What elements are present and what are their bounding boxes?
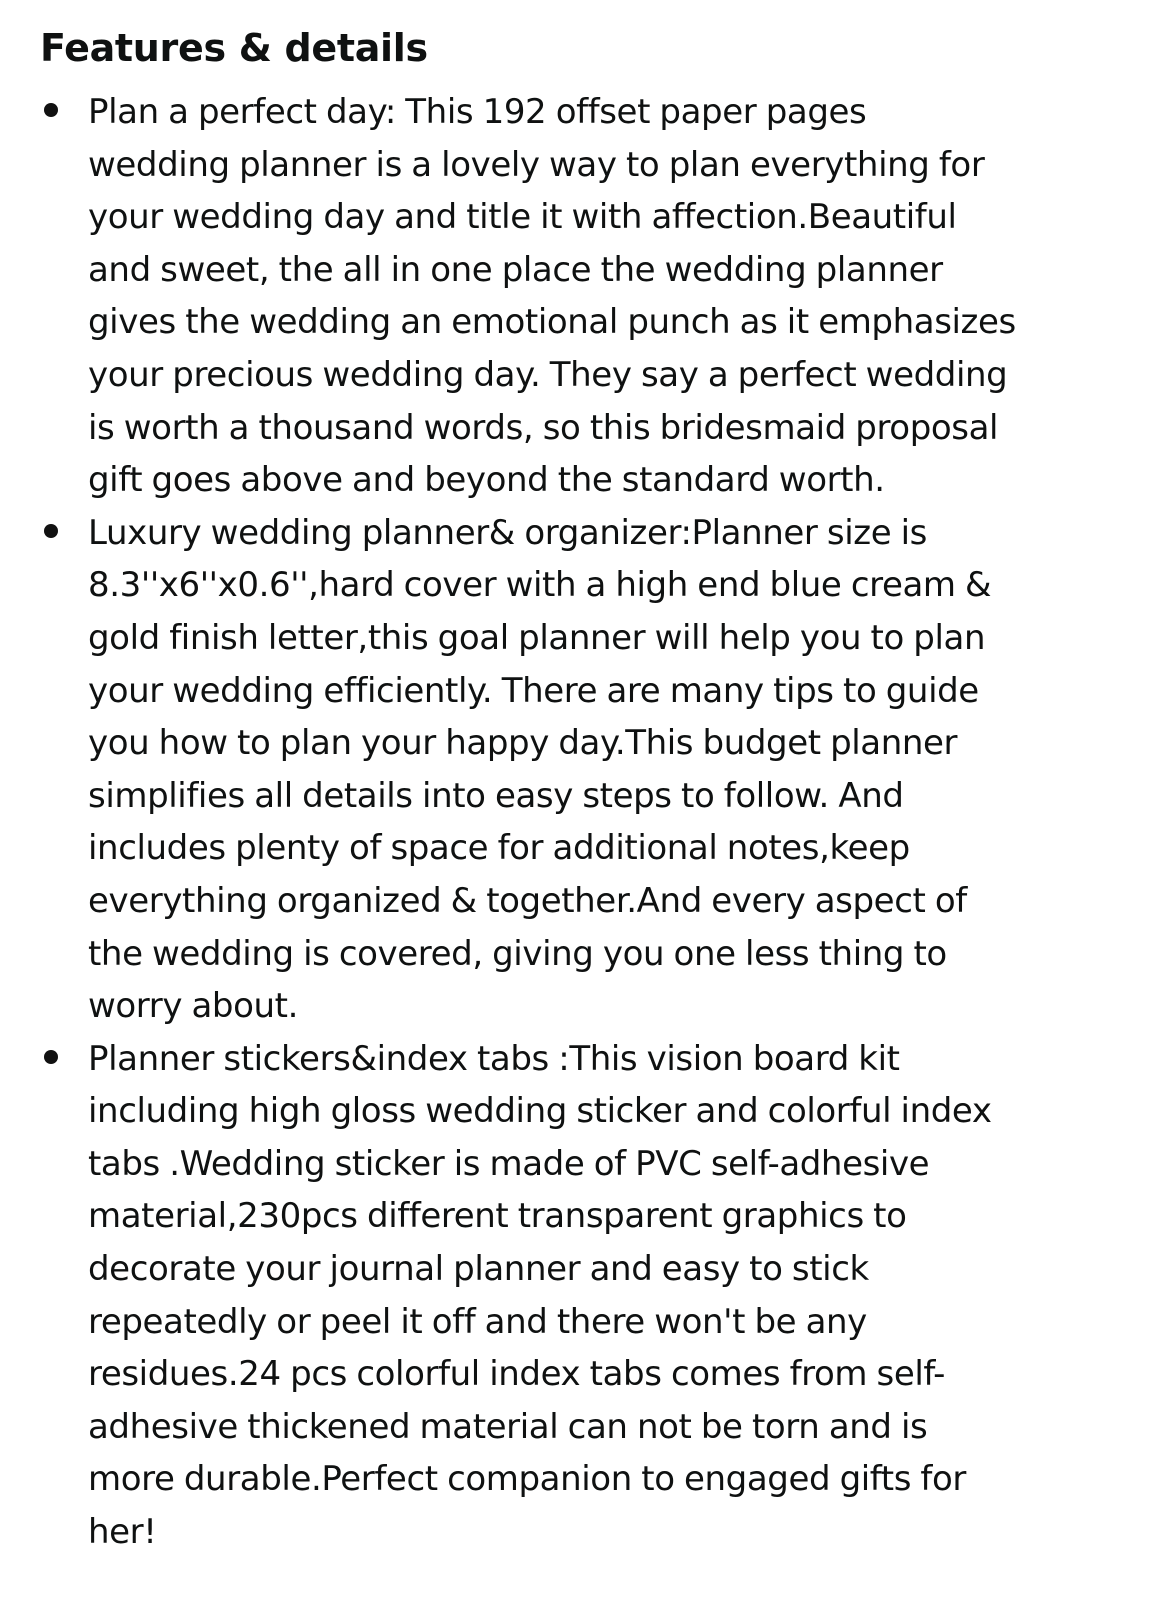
feature-text-line: worry about. [88,986,299,1027]
feature-text-line: your wedding day and title it with affection.Beautiful [88,197,957,238]
feature-text-line: includes plenty of space for additional notes,keep [88,828,910,869]
bullet-icon [44,524,58,538]
feature-text-line: your wedding efficiently. There are many tips to guide [88,670,979,711]
feature-text-line: her! [88,1512,157,1553]
feature-text-line: gold finish letter,this goal planner will help you to plan [88,617,986,658]
feature-text-line: decorate your journal planner and easy to stick [88,1249,869,1290]
feature-text-line: material,230pcs different transparent graphics to [88,1196,907,1237]
feature-text-line: tabs .Wedding sticker is made of PVC self-adhesive [88,1143,930,1184]
feature-text-line: simplifies all details into easy steps to follow. And [88,775,904,816]
feature-text-line: wedding planner is a lovely way to plan everything for [88,144,985,185]
feature-text-line: the wedding is covered, giving you one less thing to [88,933,947,974]
feature-text-line: Luxury wedding planner& organizer:Planner size is [88,512,927,553]
bullet-icon [44,1050,58,1064]
bullet-icon [44,103,58,117]
feature-text-line: everything organized & together.And every aspect of [88,880,967,921]
feature-text-line: and sweet, the all in one place the wedding planner [88,249,943,290]
feature-text-line: 8.3''x6''x0.6'',hard cover with a high end blue cream & [88,565,992,606]
feature-text-line: you how to plan your happy day.This budget planner [88,723,958,764]
feature-item-stickers-index-tabs [40,1033,1130,1559]
feature-item-plan-perfect-day [40,86,1130,507]
feature-text-line: Planner stickers&index tabs :This vision board kit [88,1038,900,1079]
feature-text-line: adhesive thickened material can not be torn and is [88,1406,928,1447]
feature-text-line: residues.24 pcs colorful index tabs comes from self- [88,1354,945,1395]
feature-text-line: including high gloss wedding sticker and colorful index [88,1091,992,1132]
feature-text-line: is worth a thousand words, so this bridesmaid proposal [88,407,999,448]
features-list [40,86,1130,1559]
features-details-section [40,22,1130,1559]
feature-text-line: repeatedly or peel it off and there won't be any [88,1301,867,1342]
feature-text-line: gives the wedding an emotional punch as it emphasizes [88,302,1016,343]
section-title: Features & details [40,26,428,70]
feature-text-line: more durable.Perfect companion to engaged gifts for [88,1459,966,1500]
feature-item-luxury-planner [40,507,1130,1033]
feature-text-line: gift goes above and beyond the standard worth. [88,460,885,501]
feature-text-line: your precious wedding day. They say a perfect wedding [88,354,1008,395]
feature-text-line: Plan a perfect day: This 192 offset paper pages [88,92,867,132]
